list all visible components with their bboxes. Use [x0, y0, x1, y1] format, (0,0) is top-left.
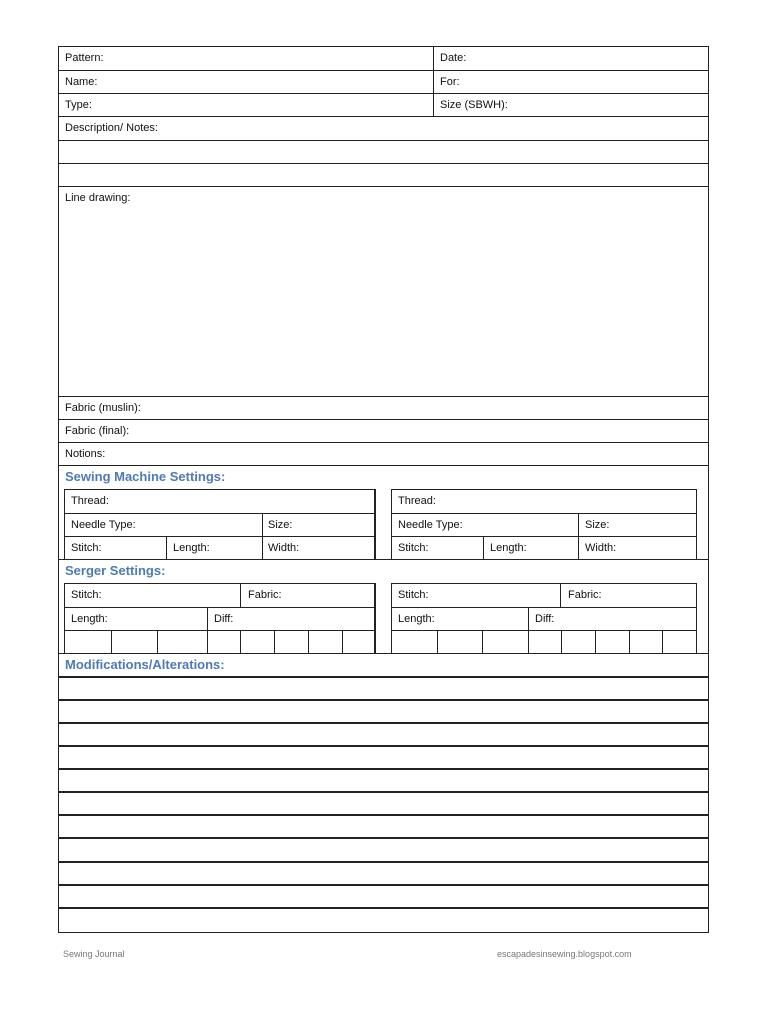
- description-line: [59, 141, 708, 164]
- thread-row: [392, 490, 696, 514]
- grid-cell-divider: [662, 631, 663, 654]
- modification-line: [59, 678, 708, 701]
- notions-label: Notions:: [65, 448, 106, 460]
- modification-line: [59, 886, 708, 909]
- header-divider: [433, 47, 434, 117]
- sewing-journal-form: [58, 46, 709, 933]
- grid-cell-divider: [308, 631, 309, 654]
- needle-row: [65, 514, 374, 537]
- thread-label: Thread:: [398, 495, 436, 507]
- sewing-machine-section: [59, 466, 708, 560]
- stitch-label: Stitch:: [71, 542, 102, 554]
- diff-label: Diff:: [214, 613, 234, 625]
- cell-divider: [262, 514, 263, 537]
- cell-divider: [240, 584, 241, 608]
- modification-line: [59, 863, 708, 886]
- serger-grid-row: [392, 631, 696, 654]
- cell-divider: [578, 514, 579, 537]
- stitch-label: Stitch:: [71, 589, 102, 601]
- for-label: For:: [440, 76, 460, 88]
- width-label: Width:: [585, 542, 617, 554]
- section-divider: [375, 583, 376, 653]
- grid-cell-divider: [561, 631, 562, 654]
- needle-type-label: Needle Type:: [71, 519, 136, 531]
- stitch-row: [65, 537, 374, 560]
- grid-cell-divider: [157, 631, 158, 654]
- grid-cell-divider: [629, 631, 630, 654]
- grid-cell-divider: [595, 631, 596, 654]
- grid-cell-divider: [528, 631, 529, 654]
- serger-section: [59, 560, 708, 654]
- modifications-title: Modifications/Alterations:: [65, 657, 225, 672]
- serger-table-left: [64, 583, 375, 653]
- type-label: Type:: [65, 99, 92, 111]
- size-sbwh-label: Size (SBWH):: [440, 99, 508, 111]
- serger-length-row: [392, 608, 696, 631]
- cell-divider: [560, 584, 561, 608]
- grid-cell-divider: [437, 631, 438, 654]
- length-label: Length:: [398, 613, 435, 625]
- fabric-muslin-row: [59, 397, 708, 420]
- footer-right: escapadesinsewing.blogspot.com: [497, 949, 632, 959]
- stitch-label: Stitch:: [398, 589, 429, 601]
- length-label: Length:: [173, 542, 210, 554]
- diff-label: Diff:: [535, 613, 555, 625]
- description-row: [59, 117, 708, 141]
- thread-row: [65, 490, 374, 514]
- name-row: [59, 71, 708, 94]
- grid-cell-divider: [274, 631, 275, 654]
- fabric-label: Fabric:: [248, 589, 282, 601]
- modification-line: [59, 701, 708, 724]
- name-label: Name:: [65, 76, 98, 88]
- stitch-label: Stitch:: [398, 542, 429, 554]
- pattern-row: [59, 47, 708, 71]
- grid-cell-divider: [240, 631, 241, 654]
- description-label: Description/ Notes:: [65, 122, 158, 134]
- needle-row: [392, 514, 696, 537]
- sewing-machine-table-right: [391, 489, 697, 559]
- sewing-machine-title: Sewing Machine Settings:: [65, 469, 226, 484]
- footer-left: Sewing Journal: [63, 949, 125, 959]
- section-divider: [696, 583, 697, 653]
- cell-divider: [528, 608, 529, 631]
- cell-divider: [483, 537, 484, 560]
- size-label: Size:: [268, 519, 293, 531]
- size-label: Size:: [585, 519, 610, 531]
- line-drawing-area: [59, 187, 708, 397]
- grid-cell-divider: [207, 631, 208, 654]
- cell-divider: [578, 537, 579, 560]
- serger-table-right: [391, 583, 697, 653]
- type-row: [59, 94, 708, 117]
- notions-row: [59, 443, 708, 466]
- serger-title: Serger Settings:: [65, 563, 166, 578]
- thread-label: Thread:: [71, 495, 109, 507]
- date-label: Date:: [440, 52, 467, 64]
- fabric-final-label: Fabric (final):: [65, 425, 130, 437]
- stitch-row: [392, 537, 696, 560]
- grid-cell-divider: [342, 631, 343, 654]
- modification-line: [59, 770, 708, 793]
- serger-length-row: [65, 608, 374, 631]
- modification-line: [59, 839, 708, 863]
- modification-line: [59, 909, 708, 932]
- pattern-label: Pattern:: [65, 52, 104, 64]
- section-divider: [375, 489, 376, 559]
- fabric-muslin-label: Fabric (muslin):: [65, 402, 141, 414]
- width-label: Width:: [268, 542, 300, 554]
- needle-type-label: Needle Type:: [398, 519, 463, 531]
- modification-line: [59, 816, 708, 839]
- fabric-label: Fabric:: [568, 589, 602, 601]
- section-divider: [696, 489, 697, 559]
- cell-divider: [166, 537, 167, 560]
- serger-grid-row: [65, 631, 374, 654]
- description-line: [59, 164, 708, 187]
- serger-stitch-row: [392, 584, 696, 608]
- line-drawing-label: Line drawing:: [65, 192, 131, 204]
- length-label: Length:: [71, 613, 108, 625]
- modifications-row: [59, 654, 708, 678]
- cell-divider: [262, 537, 263, 560]
- fabric-final-row: [59, 420, 708, 443]
- grid-cell-divider: [482, 631, 483, 654]
- grid-cell-divider: [111, 631, 112, 654]
- modification-line: [59, 747, 708, 770]
- modification-line: [59, 724, 708, 747]
- serger-stitch-row: [65, 584, 374, 608]
- cell-divider: [207, 608, 208, 631]
- length-label: Length:: [490, 542, 527, 554]
- sewing-machine-table-left: [64, 489, 375, 559]
- modification-line: [59, 793, 708, 816]
